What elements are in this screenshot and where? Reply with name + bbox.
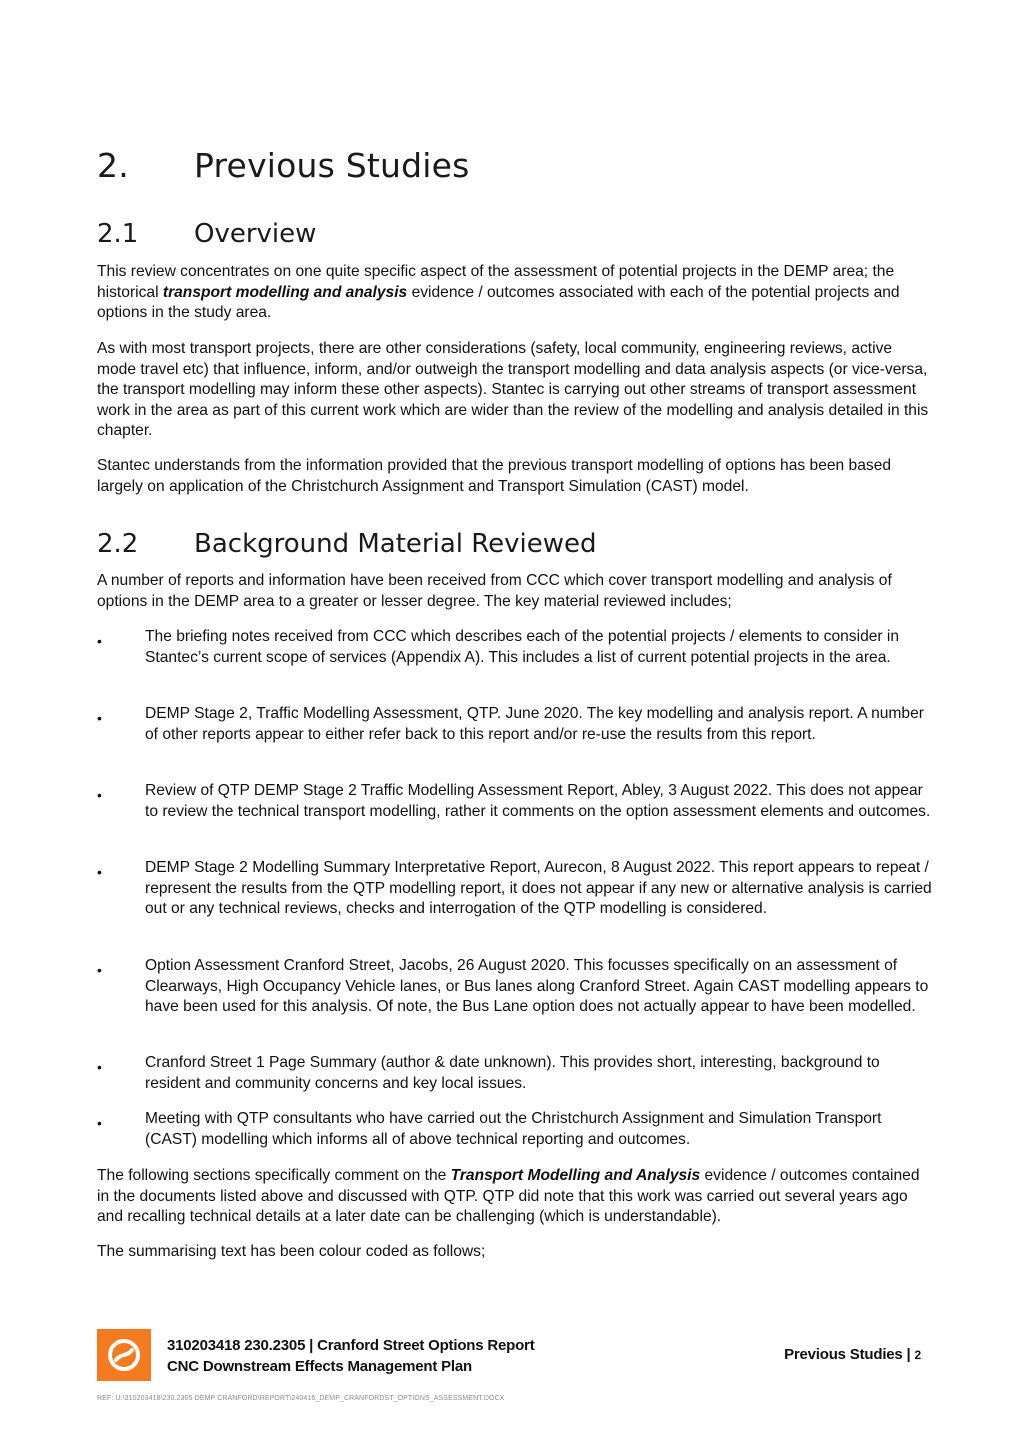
background-outro-paragraph [97, 1166, 932, 1228]
overview-paragraph-3: Stantec understands from the information provided that the previous transport modelling of options has been based largely on application of the Christchurch Assignment and Transport Simulation (CAST) model. [97, 457, 892, 495]
stantec-logo-icon [97, 1329, 151, 1381]
bullet-icon: • [97, 710, 102, 726]
footer-page-label [784, 1346, 921, 1363]
section-title: Background Material Reviewed [194, 529, 597, 559]
footer-report-title [167, 1335, 535, 1377]
list-item-text: Review of QTP DEMP Stage 2 Traffic Modelling Assessment Report, Abley, 3 August 2022. This does not appear to review the technical transport modelling, rather it comments on the option assessment elements and outcomes. [145, 782, 931, 820]
text-run: This review concentrates on one quite specific aspect of the assessment of potential projects in the DEMP area; the historical [97, 263, 895, 301]
bullet-icon: • [97, 864, 102, 880]
emphasis-text: transport modelling and analysis [162, 283, 408, 301]
list-item-text: DEMP Stage 2 Modelling Summary Interpretative Report, Aurecon, 8 August 2022. This report appears to repeat / represent the results from the QTP modelling report, it does not appear if any new or alternative analysis is carried out or any technical reviews, checks and interrogation of the QTP modelling is considered. [145, 859, 932, 917]
overview-paragraph-1 [97, 262, 932, 324]
footer-line-1: 310203418 230.2305 | Cranford Street Options Report [167, 1337, 535, 1354]
chapter-title: Previous Studies [194, 146, 470, 185]
overview-paragraph-2: As with most transport projects, there are other considerations (safety, local community, engineering reviews, active mode travel etc) that influence, inform, and/or outweigh the transport modelling and data analysis aspects (or vice-versa, the transport modelling may inform these other aspects). Stantec is carrying out other streams of transport assessment work in the area as part of this current work which are wider than the review of the modelling and analysis detailed in this chapter. [97, 340, 929, 439]
bullet-icon: • [97, 633, 102, 649]
bullet-icon: • [97, 787, 102, 803]
background-intro-paragraph: A number of reports and information have been received from CCC which cover transport modelling and analysis of options in the DEMP area to a greater or lesser degree. The key material reviewed includes; [97, 572, 892, 610]
list-item-text: Meeting with QTP consultants who have carried out the Christchurch Assignment and Simulation Transport (CAST) modelling which informs all of above technical reporting and outcomes. [145, 1110, 882, 1148]
section-number: 2.1 [97, 219, 139, 249]
text-run: evidence / outcomes contained in the documents listed above and discussed with QTP. QTP did note that this work was carried out several years ago and recalling technical details at a later date can be challenging (which is understandable). [97, 1167, 920, 1225]
bullet-icon: • [97, 962, 102, 978]
bullet-icon: • [97, 1059, 102, 1075]
file-reference: REF: U:\310203418\230.2305 DEMP CRANFORD\REPORT\240416_DEMP_CRANFORDST_OPTIONS_ASSESSMENT.DOCX [97, 1395, 505, 1402]
section-heading-background [97, 529, 597, 559]
list-item-text: Option Assessment Cranford Street, Jacobs, 26 August 2020. This focusses specifically on an assessment of Clearways, High Occupancy Vehicle lanes, or Bus lanes along Cranford Street. Again CAST modelling appears to have been used for this analysis. Of note, the Bus Lane option does not actually appear to have been modelled. [145, 957, 929, 1015]
list-item-text: DEMP Stage 2, Traffic Modelling Assessment, QTP. June 2020. The key modelling and analysis report. A number of other reports appear to either refer back to this report and/or re-use the results from this report. [145, 705, 924, 743]
section-heading-overview [97, 219, 316, 249]
text-run: The following sections specifically comment on the [97, 1167, 451, 1184]
chapter-number: 2. [97, 146, 129, 185]
colour-coding-intro: The summarising text has been colour coded as follows; [97, 1243, 486, 1260]
section-number: 2.2 [97, 529, 139, 559]
footer-line-2: CNC Downstream Effects Management Plan [167, 1358, 472, 1375]
list-item-text: Cranford Street 1 Page Summary (author & date unknown). This provides short, interesting, background to resident and community concerns and key local issues. [145, 1054, 880, 1092]
bullet-icon: • [97, 1115, 102, 1131]
page-number: 2 [914, 1348, 921, 1362]
text-run: evidence / outcomes associated with each of the potential projects and options in the study area. [97, 283, 900, 321]
section-title: Overview [194, 219, 317, 249]
emphasis-text: Transport Modelling and Analysis [450, 1167, 701, 1184]
footer-section-name: Previous Studies | [784, 1346, 915, 1363]
chapter-heading [97, 146, 470, 185]
list-item-text: The briefing notes received from CCC which describes each of the potential projects / elements to consider in Stantec’s current scope of services (Appendix A). This includes a list of current potential projects in the area. [145, 628, 900, 666]
